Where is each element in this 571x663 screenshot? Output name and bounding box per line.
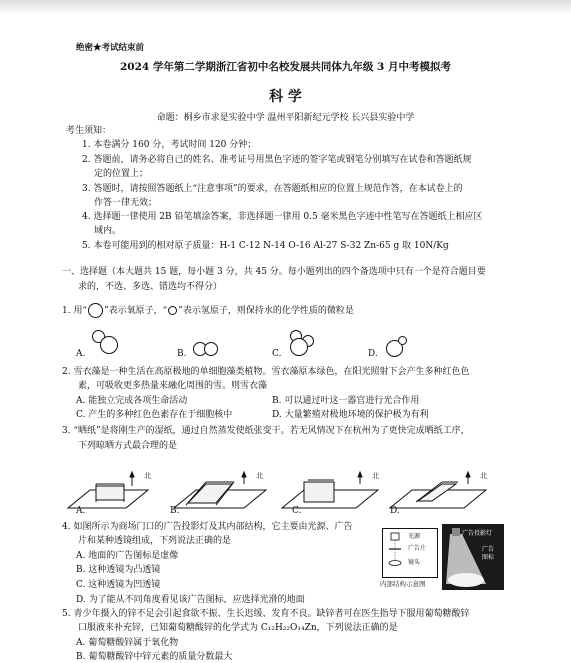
q5-option-b: B. 葡萄糖酸锌中锌元素的质量分数最大 bbox=[76, 652, 233, 662]
ad-label: 广告 bbox=[482, 546, 495, 553]
notice-item: 4. 选择题一律使用 2B 铅笔填涂答案，非选择题一律用 0.5 毫米黑色字迹中性笔写在答题纸上相应区 bbox=[82, 212, 483, 222]
notice-item: 作答一律无效； bbox=[94, 198, 158, 208]
q1-option-d-label: D. bbox=[368, 349, 378, 359]
notice-item: 2. 答题前，请务必将自己的姓名、准考证号用黑色字迹的签字笔或钢笔分别填写在试卷和答题纸规 bbox=[82, 155, 472, 165]
question-2-stem-cont: 素，可吸收更多热量来融化周围的雪。则雪衣藻 bbox=[78, 381, 268, 391]
question-4-stem-cont: 片和某种透镜组成，下列说法正确的是 bbox=[78, 536, 232, 546]
section-heading-cont: 求的，不选、多选、错选均不得分） bbox=[78, 282, 223, 292]
q4-structure-diagram bbox=[382, 528, 438, 578]
secret-label: 绝密★考试结束前 bbox=[76, 43, 145, 53]
lens-label: 镜头 bbox=[408, 559, 421, 566]
question-3-stem: 3. “晒纸”是将刚生产的湿纸，通过自然蒸发使纸张变干。若无风情况下在杭州为了更快完成晒纸工序， bbox=[62, 426, 470, 436]
notice-item: 域内。 bbox=[94, 226, 122, 236]
q4-projection-photo bbox=[442, 524, 504, 590]
authors-line: 命题：桐乡市求是实验中学 温州平阳新纪元学校 长兴县实验中学 bbox=[156, 113, 415, 123]
question-1-stem bbox=[62, 303, 354, 318]
q2-option-b: B. 可以通过叶这一器官进行光合作用 bbox=[272, 396, 420, 406]
exam-title: 2024 学年第二学期浙江省初中名校发展共同体九年级 3 月中考模拟考 bbox=[120, 61, 451, 73]
subject-title: 科 学 bbox=[269, 89, 302, 105]
q1-option-b-label: B. bbox=[177, 349, 187, 359]
q4-option-d: D. 为了能从不同角度看见该广告图标，应选择光滑的地面 bbox=[76, 595, 305, 605]
q4-option-c: C. 这种透镜为凹透镜 bbox=[76, 580, 161, 590]
question-2-stem: 2. 雪衣藻是一种生活在高原极地的单细胞藻类植物。雪衣藻原本绿色，在阳光照射下会产生多种红色色 bbox=[62, 367, 470, 377]
q3-option-c-label: C. bbox=[292, 506, 302, 516]
q1-text: ”表示氧原子，“ bbox=[104, 306, 168, 316]
q3-d-north: 北 bbox=[480, 472, 487, 480]
q3-c-north: 北 bbox=[372, 472, 379, 480]
question-4-stem: 4. 如图所示为商场门口的广告投影灯及其内部结构，它主要由光源、广告 bbox=[62, 522, 353, 532]
q4-option-a: A. 地面的广告图标是虚像 bbox=[76, 551, 179, 561]
question-5-stem: 5. 青少年摄入的锌不足会引起食欲不振、生长迟缓、发育不良。缺锌者可在医生指导下服用葡萄糖酸锌 bbox=[62, 609, 470, 619]
q3-a-north: 北 bbox=[144, 472, 151, 480]
q5-option-a: A. 葡萄糖酸锌属于氧化物 bbox=[76, 638, 179, 648]
notice-heading: 考生须知： bbox=[66, 126, 112, 136]
ad-film-label: 广告片 bbox=[408, 545, 427, 552]
notice-item: 定的位置上； bbox=[94, 169, 149, 179]
page-top-shadow bbox=[0, 0, 571, 14]
q3-option-a-label: A. bbox=[76, 506, 86, 516]
notice-item: 5. 本卷可能用到的相对原子质量：H-1 C-12 N-14 O-16 Al-27 S-32 Zn-65 g 取 10N/Kg bbox=[82, 241, 449, 251]
q2-option-c: C. 产生的多种红色色素存在于细胞核中 bbox=[76, 410, 233, 420]
notice-item: 3. 答题时，请按照答题纸上“注意事项”的要求，在答题纸相应的位置上规范作答，在本试卷上的 bbox=[82, 184, 463, 194]
q2-option-d: D. 大量繁殖对极地环境的保护极为有利 bbox=[272, 410, 429, 420]
q1-option-c-label: C. bbox=[272, 349, 282, 359]
ad-projector-label: 广告投影灯 bbox=[462, 530, 493, 537]
question-5-stem-cont: 口服液来补充锌，已知葡萄糖酸锌的化学式为 C₁₂H₂₂O₁₄Zn，下列说法正确的是 bbox=[78, 623, 398, 633]
q3-b-north: 北 bbox=[256, 472, 263, 480]
q1-text: ”表示氢原子，则保持水的化学性质的微粒是 bbox=[178, 306, 354, 316]
q3-option-d-label: D. bbox=[390, 506, 400, 516]
q4-option-b: B. 这种透镜为凸透镜 bbox=[76, 565, 161, 575]
q4-figure-caption: 内部结构示意图 bbox=[380, 580, 426, 588]
q1-text: 1. 用“ bbox=[62, 306, 88, 316]
q2-option-a: A. 能独立完成各项生命活动 bbox=[76, 396, 188, 406]
question-3-stem-cont: 下列晾晒方式最合理的是 bbox=[78, 441, 178, 451]
ad-icon-label: 图标 bbox=[482, 554, 495, 561]
notice-item: 1. 本卷满分 160 分，考试时间 120 分钟； bbox=[82, 140, 257, 150]
q3-option-b-label: B. bbox=[170, 506, 180, 516]
oxygen-atom-symbol bbox=[88, 303, 103, 318]
q3-drying-figures bbox=[66, 468, 496, 516]
hydrogen-atom-symbol bbox=[168, 306, 177, 315]
light-source-label: 光源 bbox=[408, 533, 421, 540]
q1-option-a-label: A. bbox=[76, 349, 86, 359]
section-heading: 一、选择题（本大题共 15 题，每小题 3 分，共 45 分。每小题列出的四个备选项中只有一个是符合题目要 bbox=[62, 267, 486, 277]
